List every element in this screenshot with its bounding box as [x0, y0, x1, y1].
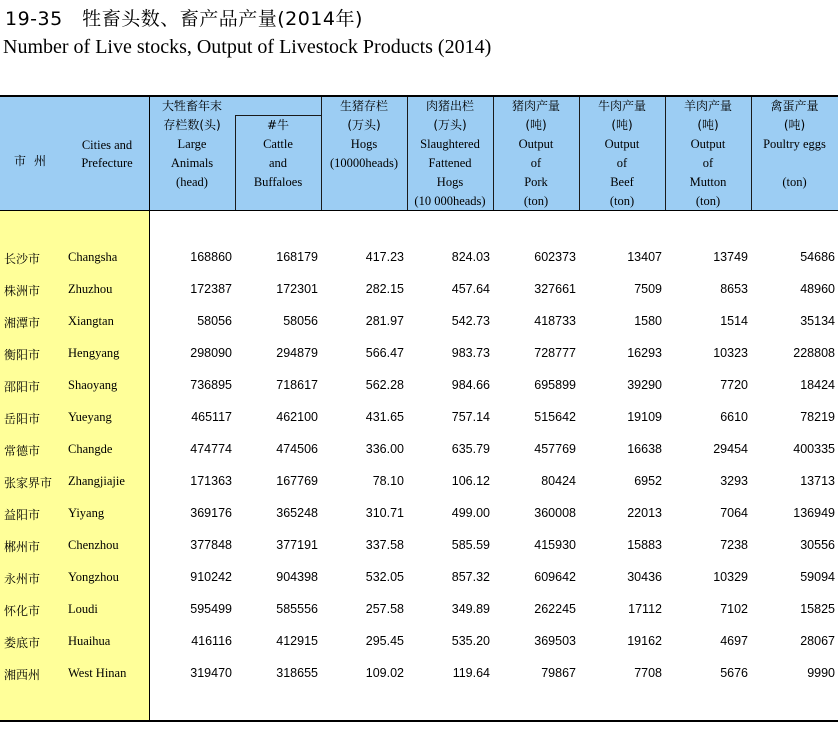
column-header — [493, 97, 579, 211]
column-header-cn: #牛 — [266, 118, 290, 132]
column-header — [235, 116, 321, 192]
table-cell: 3293 — [720, 474, 748, 488]
subheader-divider — [235, 115, 322, 116]
table-cell: 282.15 — [365, 282, 404, 296]
table-cell: 718617 — [276, 378, 318, 392]
table-cell: 7708 — [634, 666, 662, 680]
city-name-cn: 岳阳市 — [4, 412, 41, 426]
table-cell: 542.73 — [451, 314, 490, 328]
table-cell: 635.79 — [451, 442, 490, 456]
table-cell: 18424 — [800, 378, 835, 392]
table-cell: 728777 — [534, 346, 576, 360]
column-header-en: Output — [518, 137, 554, 151]
header-column-divider — [407, 97, 408, 210]
table-cell: 136949 — [793, 506, 835, 520]
table-cell: 7720 — [720, 378, 748, 392]
table-cell: 5676 — [720, 666, 748, 680]
city-name-cn: 株洲市 — [4, 284, 41, 298]
column-header-unit: (吨) — [525, 118, 547, 132]
column-header-en — [751, 154, 838, 173]
table-cell: 984.66 — [451, 378, 490, 392]
table-cell: 415930 — [534, 538, 576, 552]
table-row — [0, 282, 838, 314]
table-cell: 7064 — [720, 506, 748, 520]
column-header — [751, 97, 838, 192]
table-cell: 262245 — [534, 602, 576, 616]
city-name-cn: 长沙市 — [4, 252, 41, 266]
table-cell: 172301 — [276, 282, 318, 296]
table-cell: 10323 — [713, 346, 748, 360]
column-header-unit: 存栏数(头) — [163, 118, 221, 132]
table-cell: 1514 — [720, 314, 748, 328]
table-cell: 462100 — [276, 410, 318, 424]
column-header-en: Buffaloes — [253, 175, 303, 189]
table-cell: 585556 — [276, 602, 318, 616]
column-header-en: Hogs — [436, 175, 464, 189]
city-name-en: Changde — [68, 442, 113, 456]
table-title-en: Number of Live stocks, Output of Livestock Products (2014) — [3, 36, 492, 58]
header-column-divider — [665, 97, 666, 210]
table-cell: 595499 — [190, 602, 232, 616]
table-cell: 365248 — [276, 506, 318, 520]
table-cell: 168179 — [276, 250, 318, 264]
table-cell: 35134 — [800, 314, 835, 328]
table-row — [0, 634, 838, 666]
table-cell: 535.20 — [451, 634, 490, 648]
column-header-en: Pork — [524, 175, 548, 189]
table-cell: 167769 — [276, 474, 318, 488]
table-cell: 474506 — [276, 442, 318, 456]
city-name-en: Chenzhou — [68, 538, 119, 552]
city-name-en: Zhuzhou — [68, 282, 113, 296]
city-name-cn: 永州市 — [4, 572, 41, 586]
city-name-cn: 湘潭市 — [4, 316, 41, 330]
table-cell: 499.00 — [451, 506, 490, 520]
column-header-unit: (吨) — [611, 118, 633, 132]
column-header — [579, 97, 665, 211]
table-cell: 13407 — [627, 250, 662, 264]
table-cell: 171363 — [190, 474, 232, 488]
city-name-cn: 常德市 — [4, 444, 41, 458]
column-header-cn: 肉猪出栏 — [425, 99, 474, 113]
city-name-cn: 娄底市 — [4, 636, 41, 650]
table-cell: 281.97 — [365, 314, 404, 328]
city-name-cn: 张家界市 — [4, 476, 53, 490]
column-header — [321, 97, 407, 173]
table-cell: 22013 — [627, 506, 662, 520]
header-column-divider — [751, 97, 752, 210]
top-rule — [0, 95, 838, 97]
table-cell: 16293 — [627, 346, 662, 360]
column-header-unit: (吨) — [783, 118, 806, 132]
table-cell: 298090 — [190, 346, 232, 360]
table-cell: 15883 — [627, 538, 662, 552]
city-name-en: Huaihua — [68, 634, 111, 648]
column-header-en: Animals — [170, 156, 214, 170]
city-name-en: Loudi — [68, 602, 98, 616]
table-cell: 377848 — [190, 538, 232, 552]
city-name-cn: 衡阳市 — [4, 348, 41, 362]
column-header-en: (ton) — [782, 175, 807, 189]
table-cell: 17112 — [628, 602, 662, 616]
table-cell: 58056 — [283, 314, 318, 328]
table-cell: 16638 — [627, 442, 662, 456]
table-row — [0, 314, 838, 346]
table-cell: 609642 — [534, 570, 576, 584]
table-cell: 228808 — [793, 346, 835, 360]
table-cell: 695899 — [534, 378, 576, 392]
table-cell: 457.64 — [451, 282, 490, 296]
table-cell: 7509 — [634, 282, 662, 296]
column-header-en: of — [702, 156, 714, 170]
city-name-en: Hengyang — [68, 346, 120, 360]
table-cell: 59094 — [800, 570, 835, 584]
table-row — [0, 346, 838, 378]
table-row — [0, 474, 838, 506]
column-header-en: (ton) — [523, 194, 549, 208]
table-cell: 400335 — [793, 442, 835, 456]
table-cell: 369503 — [534, 634, 576, 648]
column-header-en: Output — [690, 137, 726, 151]
city-name-en: Xiangtan — [68, 314, 114, 328]
table-cell: 106.12 — [451, 474, 490, 488]
table-row — [0, 378, 838, 410]
table-cell: 79867 — [541, 666, 576, 680]
table-cell: 48960 — [800, 282, 835, 296]
table-cell: 566.47 — [365, 346, 404, 360]
column-header-en: (head) — [176, 175, 208, 189]
table-row — [0, 570, 838, 602]
city-name-cn: 湘西州 — [4, 668, 41, 682]
table-cell: 602373 — [534, 250, 576, 264]
table-row — [0, 602, 838, 634]
column-header-en: Fattened — [428, 156, 472, 170]
table-row — [0, 442, 838, 474]
table-cell: 109.02 — [365, 666, 404, 680]
city-name-en: West Hinan — [68, 666, 127, 680]
column-header-cn: 猪肉产量 — [511, 99, 560, 113]
header-column-divider — [579, 97, 580, 210]
header-column-divider — [321, 97, 322, 210]
table-cell: 910242 — [190, 570, 232, 584]
table-cell: 295.45 — [365, 634, 404, 648]
table-cell: 30556 — [800, 538, 835, 552]
city-name-cn: 益阳市 — [4, 508, 41, 522]
table-cell: 19109 — [627, 410, 662, 424]
table-cell: 10329 — [713, 570, 748, 584]
table-cell: 417.23 — [365, 250, 404, 264]
column-header-en: (10 000heads) — [414, 194, 486, 208]
city-name-cn: 怀化市 — [4, 604, 41, 618]
column-header-en: of — [530, 156, 542, 170]
city-name-en: Yueyang — [68, 410, 112, 424]
header-column-divider — [493, 97, 494, 210]
table-cell: 9990 — [807, 666, 835, 680]
table-cell: 1580 — [634, 314, 662, 328]
column-header-en: Hogs — [350, 137, 378, 151]
table-cell: 562.28 — [365, 378, 404, 392]
table-cell: 80424 — [541, 474, 576, 488]
table-cell: 30436 — [627, 570, 662, 584]
stub-divider — [149, 97, 150, 720]
table-cell: 78.10 — [372, 474, 404, 488]
stub-header-cn: 市州 — [14, 154, 55, 168]
table-row — [0, 506, 838, 538]
bottom-rule — [0, 720, 838, 722]
table-cell: 13749 — [713, 250, 748, 264]
table-cell: 119.64 — [452, 666, 490, 680]
column-header — [407, 97, 493, 211]
header-bottom-rule — [0, 210, 838, 211]
table-cell: 58056 — [197, 314, 232, 328]
column-header-cn: 大牲畜年末 — [161, 99, 222, 113]
table-cell: 257.58 — [365, 602, 404, 616]
table-cell: 515642 — [534, 410, 576, 424]
table-cell: 310.71 — [365, 506, 404, 520]
table-cell: 29454 — [713, 442, 748, 456]
table-title-cn: 19-35 牲畜头数、畜产品产量(2014年) — [5, 8, 363, 30]
table-cell: 349.89 — [451, 602, 490, 616]
table-cell: 172387 — [190, 282, 232, 296]
column-header — [149, 97, 235, 192]
table-cell: 418733 — [534, 314, 576, 328]
column-header-en: Poultry eggs — [763, 137, 826, 151]
table-cell: 904398 — [276, 570, 318, 584]
column-header-en: (ton) — [609, 194, 635, 208]
column-header-en: Cattle — [263, 137, 293, 151]
city-name-cn: 郴州市 — [4, 540, 41, 554]
table-cell: 377191 — [276, 538, 318, 552]
column-header-cn: 禽蛋产量 — [770, 99, 819, 113]
table-cell: 6610 — [720, 410, 748, 424]
table-cell: 416116 — [191, 634, 232, 648]
table-cell: 736895 — [190, 378, 232, 392]
table-cell: 78219 — [800, 410, 835, 424]
stub-header-en-line1: Cities and — [81, 138, 133, 152]
column-header-cn: 生猪存栏 — [339, 99, 388, 113]
city-name-en: Changsha — [68, 250, 118, 264]
column-header-en: Output — [604, 137, 640, 151]
table-cell: 757.14 — [451, 410, 490, 424]
table-cell: 319470 — [190, 666, 232, 680]
table-cell: 457769 — [534, 442, 576, 456]
table-cell: 13713 — [800, 474, 835, 488]
table-row — [0, 410, 838, 442]
table-cell: 360008 — [534, 506, 576, 520]
column-header-en: (10000heads) — [329, 156, 399, 170]
column-header-unit: (万头) — [347, 118, 381, 132]
table-cell: 19162 — [627, 634, 662, 648]
table-cell: 585.59 — [451, 538, 490, 552]
column-header-en: of — [616, 156, 628, 170]
table-cell: 369176 — [190, 506, 232, 520]
table-cell: 465117 — [191, 410, 232, 424]
column-header-en: Large — [177, 137, 207, 151]
column-header-en: Beef — [610, 175, 634, 189]
column-header-cn: 羊肉产量 — [683, 99, 732, 113]
table-cell: 39290 — [627, 378, 662, 392]
column-header-unit: (吨) — [697, 118, 719, 132]
table-cell: 337.58 — [365, 538, 404, 552]
column-header-en: Slaughtered — [420, 137, 480, 151]
table-cell: 474774 — [190, 442, 232, 456]
table-cell: 4697 — [720, 634, 748, 648]
table-cell: 431.65 — [365, 410, 404, 424]
table-cell: 54686 — [800, 250, 835, 264]
table-cell: 857.32 — [451, 570, 490, 584]
header-column-divider — [235, 115, 236, 210]
city-name-en: Shaoyang — [68, 378, 118, 392]
table-cell: 318655 — [276, 666, 318, 680]
stub-header-en — [72, 136, 142, 172]
city-name-en: Yongzhou — [68, 570, 119, 584]
table-cell: 15825 — [800, 602, 835, 616]
column-header-en: (ton) — [695, 194, 721, 208]
table-cell: 7102 — [720, 602, 748, 616]
table-row — [0, 250, 838, 282]
table-cell: 7238 — [720, 538, 748, 552]
city-name-cn: 邵阳市 — [4, 380, 41, 394]
column-header — [665, 97, 751, 211]
table-cell: 532.05 — [365, 570, 404, 584]
table-row — [0, 666, 838, 698]
stub-header-en-line2: Prefecture — [81, 156, 133, 170]
table-cell: 294879 — [276, 346, 318, 360]
table-row — [0, 538, 838, 570]
city-name-en: Zhangjiajie — [68, 474, 125, 488]
table-cell: 168860 — [190, 250, 232, 264]
table-cell: 983.73 — [451, 346, 490, 360]
city-name-en: Yiyang — [68, 506, 105, 520]
table-cell: 336.00 — [365, 442, 404, 456]
column-header-en: Mutton — [689, 175, 727, 189]
table-cell: 28067 — [800, 634, 835, 648]
table-cell: 327661 — [534, 282, 576, 296]
table-cell: 412915 — [276, 634, 318, 648]
column-header-en: and — [268, 156, 288, 170]
table-cell: 6952 — [634, 474, 662, 488]
column-header-cn: 牛肉产量 — [597, 99, 646, 113]
table-cell: 8653 — [720, 282, 748, 296]
table-cell: 824.03 — [451, 250, 490, 264]
column-header-unit: (万头) — [433, 118, 467, 132]
